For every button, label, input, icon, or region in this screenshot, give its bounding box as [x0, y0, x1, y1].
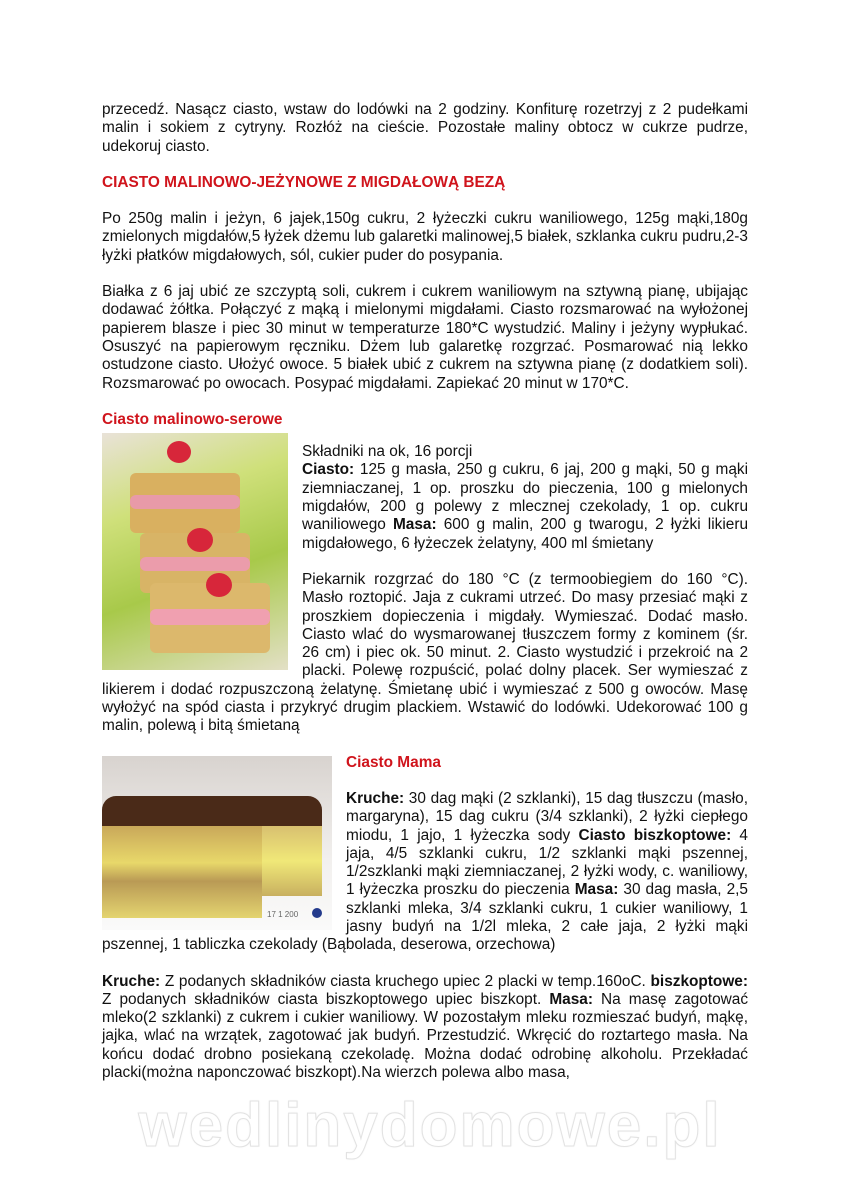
recipe1-ingredients: Po 250g malin i jeżyn, 6 jajek,150g cukru, 2 łyżeczki cukru waniliowego, 125g mąki,180g zmielonych migdałów,5 łyżek dżemu lub galaretki malinowej,5 białek, szklanka cukru pudru,2-3 łyżki płatków migdałowych, sól, cukier puder do posypania.	[102, 210, 748, 264]
recipe1-method: Białka z 6 jaj ubić ze szczyptą soli, cukrem i cukrem waniliowym na sztywną pianę, ubijając dodawać żółtka. Połączyć z mąką i mielonymi migdałami. Ciasto rozsmarować na wyłożonej papierem blasze i piec 30 minut w temperaturze 180*C wystudzić. Maliny i jeżyny wypłukać. Osuszyć na papierowym ręczniku. Dżem lub galaretkę rozgrzać. Posmarować nią lekko ostudzone ciasto. Ułożyć owoce. 5 białek ubić z cukrem na sztywna pianę (z dodatkiem soli). Rozsmarować po owocach. Posypać migdałami. Zapiekać 20 minut w 170*C.	[102, 283, 748, 392]
recipe2-ingredients: Ciasto: 125 g masła, 250 g cukru, 6 jaj, 200 g mąki, 50 g mąki ziemniaczanej, 1 op. proszku do pieczenia, 100 g mielonych migdałów, 200 g polewy z mlecznej czekolady, 1 op. cukru waniliowego Masa: 600 g malin, 200 g twarogu, 2 łyżki likieru migdałowego, 6 łyżeczek żelatyny, 400 ml śmietany	[302, 461, 748, 552]
ciasto-mama-photo	[102, 756, 332, 930]
recipe2-method: Piekarnik rozgrzać do 180 °C (z termoobiegiem do 160 °C). Masło roztopić. Jaja z cukrami utrzeć. Do masy przesiać mąki z proszkiem dopieczenia i migdały. Wymieszać. Dodać masło. Ciasto wlać do wysmarowanej tłuszczem formy z kominem (śr. 26 cm) i piec ok. 50 minut. 2. Ciasto wystudzić i przekroić na 2 placki. Polewę rozpuścić, polać dolny placek. Ser wymieszać z likierem i dodać rozpuszczoną żelatynę. Śmietanę ubić i wymieszać z 500 g owoców. Masę wyłożyć na spód ciasta i przykryć drugim plackiem. Wstawić do lodówki. Udekorować 100 g malin, polewą i bitą śmietaną	[102, 570, 748, 735]
raspberry-cheesecake-photo	[102, 433, 288, 670]
magnifier-icon	[312, 908, 322, 918]
recipe2-title: Ciasto malinowo-serowe	[102, 410, 283, 428]
document-page	[102, 101, 748, 1082]
recipe3-ingredients: Kruche: 30 dag mąki (2 szklanki), 15 dag tłuszczu (masło, margaryna), 15 dag cukru (3/4 szklanki), 2 łyżki ciepłego miodu, 1 jajo, 1 łyżeczka sody Ciasto biszkoptowe: 4 jaja, 4/5 szklanki cukru, 1/2 szklanki mąki pszennej, 1/2szklanki mąki ziemniaczanej, 2 łyżki wody, c. waniliowy, 1 łyżeczka proszku do pieczenia Masa: 30 dag masła, 2,5 szklanki mleka, 3/4 szklanki cukru, 1 cukier waniliowy, 1 jasny budyń na 1/2l mleka, 2 całe jaja, 2 łyżki mąki pszennej, 1 tabliczka czekolady (Bąbolada, deserowa, orzechowa)	[102, 789, 748, 954]
recipe2-servings: Składniki na ok, 16 porcji	[302, 443, 473, 461]
masa-label: Masa:	[392, 516, 437, 534]
recipe3-method: Kruche: Z podanych składników ciasta kruchego upiec 2 placki w temp.160oC. biszkoptowe: Z podanych składników ciasta biszkoptowego upiec biszkopt. Masa: Na masę zagotować mleko(2 szklanki) z cukrem i cukier waniliowy. W pozostałym mleku rozmieszać budyń, mąkę, jajka, wlać na wrzątek, zagotować jak budyń. Przestudzić. Wkręcić do roztartego masła. Na końcu dodać drobno posiekaną czekoladę. Można dodać odrobinę alkoholu. Przekładać placki(można naponczować biszkopt).Na wierzch polewa albo masa,	[102, 972, 749, 1082]
recipe3-title: Ciasto Mama	[346, 753, 441, 771]
intro-paragraph: przecedź. Nasącz ciasto, wstaw do lodówki na 2 godziny. Konfiturę rozetrzyj z 2 pudełkami malin i sokiem z cytryny. Rozłóż na cieście. Pozostałe maliny obtocz w cukrze pudrze, udekoruj ciasto.	[102, 101, 748, 155]
watermark: wedlinydomowe.pl	[138, 1091, 722, 1160]
recipe1-title: CIASTO MALINOWO-JEŻYNOWE Z MIGDAŁOWĄ BEZĄ	[102, 173, 506, 191]
ciasto-label: Ciasto:	[302, 461, 355, 479]
photo-date-stamp: 17 1 200	[267, 909, 299, 919]
